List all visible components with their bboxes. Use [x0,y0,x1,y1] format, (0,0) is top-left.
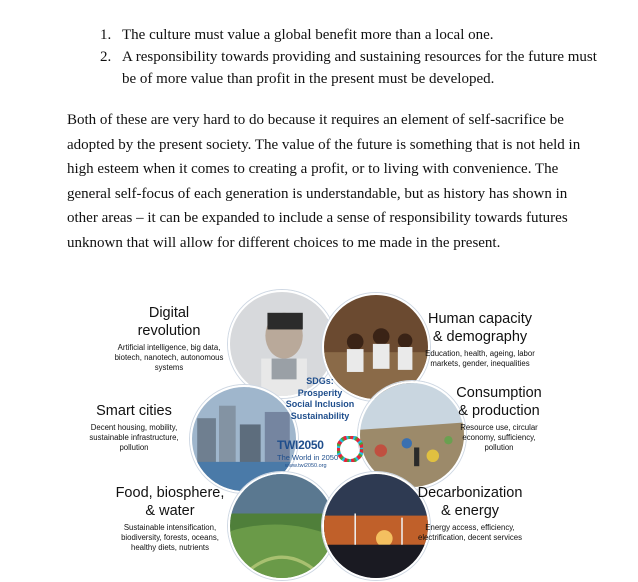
topic-title: revolution [137,323,201,339]
list-number: 1. [100,27,112,43]
center-line: Sustainability [290,410,350,421]
topic-title: Human capacity [428,311,532,327]
topic-consumption [452,384,546,453]
topic-title: Smart cities [96,403,172,419]
topic-title: Decarbonization [417,485,523,501]
center-line: SDGs: [306,376,334,386]
sunset-image [324,474,428,578]
list-item [100,46,600,90]
topic-food-biosphere [112,484,228,553]
topic-title: & energy [440,503,500,519]
topic-subtitle: Artificial intelligence, big data, biotech, nanotech, autonomous systems [114,343,224,372]
body-paragraph: Both of these are very hard to do because it requires an element of self-sacrifice be adopted by the present society. The value of the future is something that is not held in high esteem when it comes to creating a profit, or to living with convenience. The general self-focus of each generation is understandable, but as history has shown in other areas – it can be expanded to include a sense of responsibility towards futures unknown that will allow for different choices to me made in the present. [67,112,581,251]
list-number: 2. [100,49,112,65]
logo-url: www.twi2050.org [285,463,327,469]
sdg-wheel-icon [337,436,363,462]
topic-subtitle: Sustainable intensification, biodiversity, forests, oceans, healthy diets, nutrients [121,523,219,552]
landscape-photo [228,472,336,580]
center-line: Social Inclusion [285,399,355,409]
topic-title: Digital [148,305,190,321]
topic-title: & water [145,503,195,519]
topic-digital [110,304,228,373]
topic-subtitle: Education, health, ageing, labor markets, gender, inequalities [425,349,535,368]
logo-tagline: The World in 2050 [277,453,339,462]
list-item [100,24,600,46]
topic-title: & demography [432,329,528,345]
topic-subtitle: Energy access, efficiency, electrification, decent services [417,523,522,542]
center-sdgs [270,376,370,422]
list-text: The culture must value a global benefit more than a local one. [122,27,494,43]
topic-subtitle: Decent housing, mobility, sustainable infrastructure, pollution [89,423,179,452]
topic-title: Consumption [456,385,542,401]
numbered-list [100,24,600,90]
topic-smart-cities [84,402,184,453]
twi2050-logo [277,436,367,476]
topic-subtitle: Resource use, circular economy, sufficiency, pollution [460,423,538,452]
list-text: A responsibility towards providing and sustaining resources for the future must be of more value than profit in the present must be developed. [122,49,597,87]
topic-decarbonization [414,484,526,543]
logo-name: TWI2050 [277,438,324,452]
topic-human-capacity [412,310,548,369]
topic-title: Food, biosphere, [115,485,225,501]
landscape-image [230,474,334,578]
center-line: Prosperity [297,387,343,398]
topic-title: & production [458,403,540,419]
